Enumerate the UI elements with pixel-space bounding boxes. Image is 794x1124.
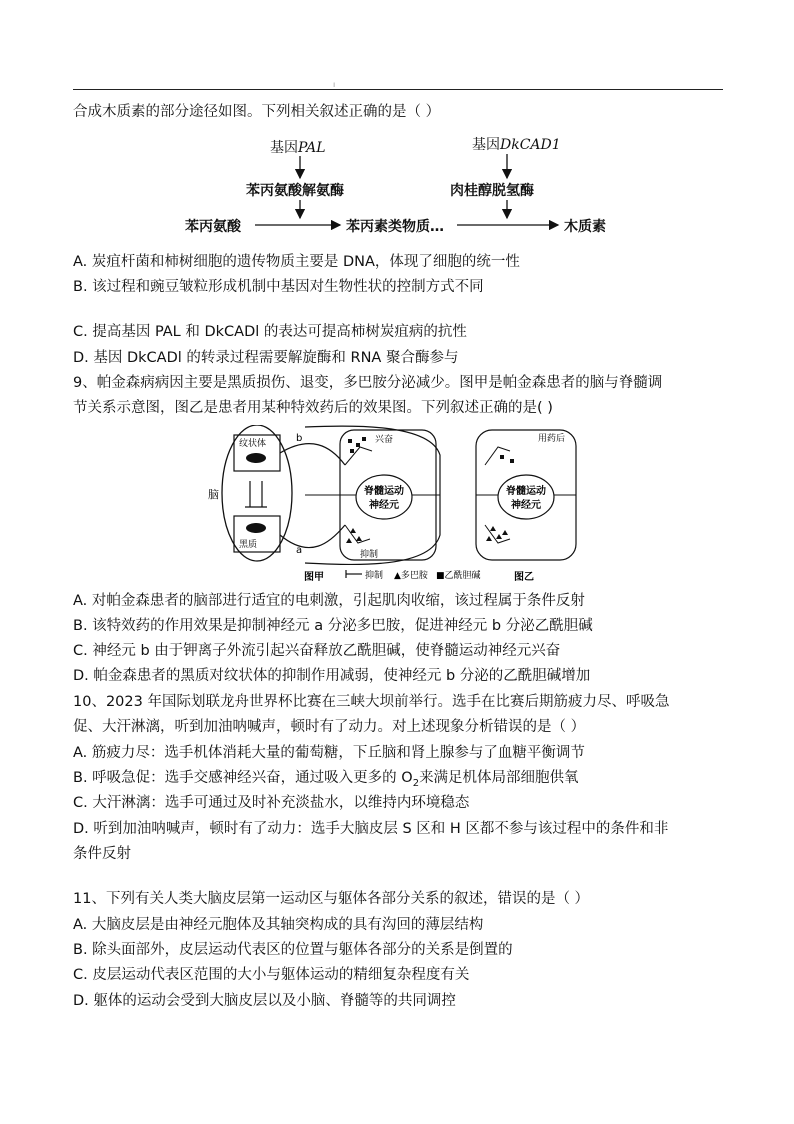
q10-stem-line1: 10、2023 年国际划联龙舟世界杯比赛在三峡大坝前举行。选手在比赛后期筋疲力尽、呼吸急 (73, 694, 670, 710)
q10-stem-line2: 促、大汗淋漓，听到加油呐喊声，顿时有了动力。对上述现象分析错误的是（ ） (73, 719, 586, 735)
q9-option-d: D. 帕金森患者的黑质对纹状体的抑制作用减弱，使神经元 b 分泌的乙酰胆碱增加 (73, 668, 591, 684)
q11-option-b: B. 除头面部外，皮层运动代表区的位置与躯体各部分的关系是倒置的 (73, 942, 513, 958)
dopamine-tri-b3 (486, 536, 492, 541)
caption-fig-a: 图甲 (304, 572, 324, 583)
q10-option-b: B. 呼吸急促：选手交感神经兴奋，通过吸入更多的 $O_2$来满足机体局部细胞供氧 (73, 770, 579, 789)
caption-fig-b: 图乙 (514, 572, 534, 583)
q11-option-a: A. 大脑皮层是由神经元胞体及其轴突构成的具有沟回的薄层结构 (73, 917, 484, 933)
gene-dkcad1-label: 基因DkCAD1 (472, 137, 561, 153)
enzyme-cad: 肉桂醇脱氢酶 (450, 183, 534, 199)
gene-pal-label: 基因PAL (270, 140, 326, 156)
after-drug-label: 用药后 (538, 434, 566, 444)
pathway-a (280, 525, 345, 548)
q10-option-c: C. 大汗淋漓：选手可通过及时补充淡盐水，以维持内环境稳态 (73, 795, 470, 811)
striatum-nucleus (246, 453, 266, 463)
dopamine-tri-b4 (502, 530, 508, 535)
pathway-b (280, 444, 345, 465)
striatum-label: 纹状体 (239, 439, 267, 449)
product-lignin: 木质素 (564, 219, 606, 235)
legend-inhibit: 抑制 (365, 571, 384, 581)
terminal-b (345, 447, 372, 465)
q11-stem: 11、下列有关人类大脑皮层第一运动区与躯体各部分关系的叙述，错误的是（ ） (73, 891, 590, 907)
intermediate-phenylpropanoid: 苯丙素类物质… (346, 219, 444, 235)
q10-option-a: A. 筋疲力尽：选手机体消耗大量的葡萄糖，下丘脑和肾上腺参与了血糖平衡调节 (73, 745, 585, 761)
q8-option-d: D. 基因 DkCADl 的转录过程需要解旋酶和 RNA 聚合酶参与 (73, 350, 459, 366)
neuron-b-line2: 神经元 (511, 500, 541, 511)
ach-dot-b1 (500, 455, 504, 459)
motor-neuron-b (498, 475, 554, 519)
substrate-phe: 苯丙氨酸 (185, 219, 241, 235)
inhibit-label: 抑制 (360, 550, 379, 560)
label-a: a (296, 545, 303, 556)
ach-dot-1 (348, 439, 352, 443)
neuron-a-line1: 脊髓运动 (364, 486, 404, 497)
excite-label: 兴奋 (375, 435, 394, 445)
motor-neuron-a (356, 475, 412, 519)
dopamine-tri-b2 (496, 534, 502, 539)
substantia-nigra-label: 黑质 (239, 540, 258, 550)
neuron-b-line1: 脊髓运动 (506, 486, 546, 497)
ach-dot-4 (362, 437, 366, 441)
q11-option-c: C. 皮层运动代表区范围的大小与躯体运动的精细复杂程度有关 (73, 967, 470, 983)
legend-ach: ■乙酰胆碱 (436, 571, 481, 581)
dopamine-tri-2 (356, 536, 362, 541)
q8-stem: 合成木质素的部分途径如图。下列相关叙述正确的是（ ） (73, 104, 441, 120)
q8-option-c: C. 提高基因 PAL 和 DkCADl 的表达可提高柿树炭疽病的抗性 (73, 324, 467, 340)
substantia-nigra-nucleus (246, 523, 266, 533)
q9-option-a: A. 对帕金森患者的脑部进行适宜的电刺激，引起肌肉收缩，该过程属于条件反射 (73, 593, 585, 609)
q9-stem-line2: 节关系示意图，图乙是患者用某种特效药后的效果图。下列叙述正确的是( ) (73, 400, 553, 416)
q9-option-b: B. 该特效药的作用效果是抑制神经元 a 分泌多巴胺，促进神经元 b 分泌乙酰胆碱 (73, 618, 593, 634)
q9-option-c: C. 神经元 b 由于钾离子外流引起兴奋释放乙酰胆碱，使脊髓运动神经元兴奋 (73, 643, 561, 659)
legend-dopamine: ▲多巴胺 (394, 571, 428, 581)
dopamine-tri-b1 (490, 526, 496, 531)
q10-option-d-line2: 条件反射 (73, 846, 131, 862)
dopamine-tri-1 (350, 528, 356, 533)
q9-stem-line1: 9、帕金森病病因主要是黑质损伤、退变，多巴胺分泌减少。图甲是帕金森患者的脑与脊髓调 (73, 375, 663, 391)
neuron-a-line2: 神经元 (369, 500, 399, 511)
q10-option-d-line1: D. 听到加油呐喊声，顿时有了动力：选手大脑皮层 S 区和 H 区都不参与该过程中的条件和非 (73, 821, 669, 837)
dopamine-tri-3 (346, 538, 352, 543)
q11-option-d: D. 躯体的运动会受到大脑皮层以及小脑、脊髓等的共同调控 (73, 993, 456, 1009)
terminal-b2 (485, 447, 510, 465)
q8-option-b: B. 该过程和豌豆皱粒形成机制中基因对生物性状的控制方式不同 (73, 279, 484, 295)
label-b: b (296, 433, 303, 444)
ach-dot-2 (356, 443, 360, 447)
ach-dot-b2 (510, 459, 514, 463)
enzyme-pal: 苯丙氨酸解氨酶 (246, 183, 344, 199)
q9-figure (0, 425, 794, 585)
page-mark: ı (333, 80, 336, 89)
flow-arrows (0, 0, 794, 240)
brain-label: 脑 (208, 488, 219, 501)
q8-option-a: A. 炭疽杆菌和柿树细胞的遗传物质主要是 DNA，体现了细胞的统一性 (73, 254, 520, 270)
ach-dot-3 (350, 449, 354, 453)
